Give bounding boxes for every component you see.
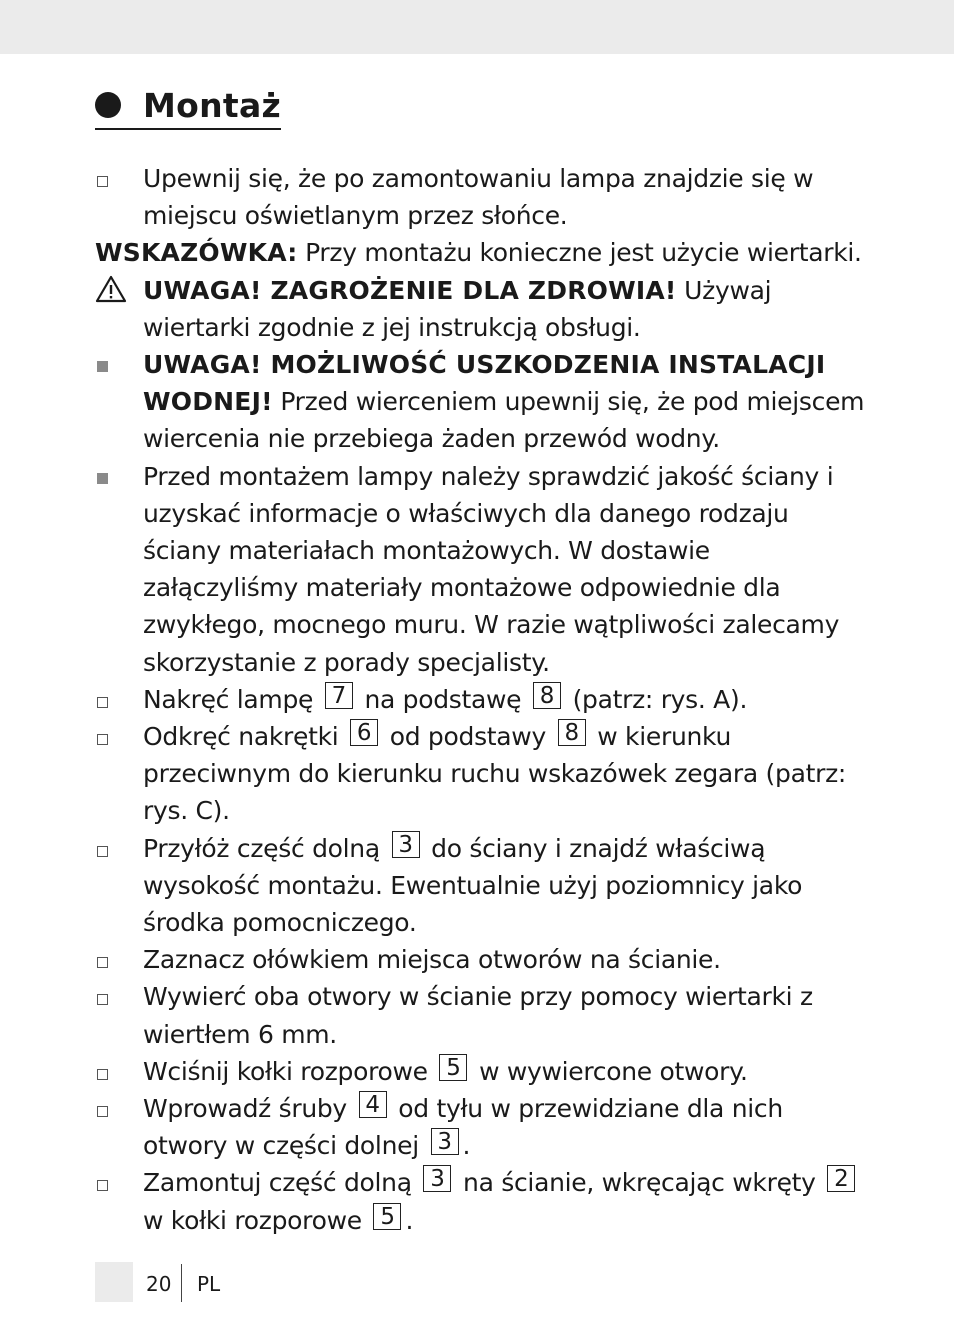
list-item <box>95 941 870 978</box>
part-ref: 5 <box>439 1054 467 1081</box>
list-item <box>95 458 870 681</box>
item-text: Zaznacz ołówkiem miejsca otworów na ścianie. <box>143 945 721 975</box>
list-item <box>95 160 870 234</box>
part-ref: 4 <box>359 1091 387 1118</box>
hint-label: WSKAZÓWKA: <box>95 238 298 268</box>
section-heading <box>95 82 281 130</box>
item-text: od tyłu w przewidziane dla nich otwory w części dolnej <box>143 1094 783 1161</box>
hint-note <box>95 234 870 271</box>
item-text: Wprowadź śruby <box>143 1094 347 1124</box>
item-text: w kołki rozporowe <box>143 1205 362 1235</box>
item-text: . <box>405 1205 414 1235</box>
checkbox-icon <box>95 681 125 718</box>
item-text: . <box>462 1131 471 1161</box>
warning-triangle-icon <box>95 274 125 311</box>
item-text: na podstawę <box>364 684 522 714</box>
item-text: Przed montażem lampy należy sprawdzić jakość ściany i uzyskać informacje o właściwych dla danego rodzaju ściany materiałach montażowych. W dostawie załączyliśmy materiały montażowe odpowiednie dla zwykłego, mocnego muru. W razie wątpliwości zalecamy skorzystanie z porady specjalisty. <box>143 461 840 677</box>
header-band <box>0 0 954 54</box>
part-ref: 3 <box>431 1128 459 1155</box>
checkbox-icon <box>95 1090 125 1127</box>
footer-divider <box>181 1264 182 1302</box>
instructions <box>95 160 870 1239</box>
item-text: Zamontuj część dolną <box>143 1168 412 1198</box>
item-text: Przyłóż część dolną <box>143 833 380 863</box>
checkbox-icon <box>95 1164 125 1201</box>
item-text: od podstawy <box>389 722 546 752</box>
part-ref: 5 <box>373 1203 401 1230</box>
list-item <box>95 718 870 830</box>
item-text: Upewnij się, że po zamontowaniu lampa znajdzie się w miejscu oświetlanym przez słońce. <box>143 164 814 231</box>
part-ref: 3 <box>392 831 420 858</box>
warning-label: UWAGA! ZAGROŻENIE DLA ZDROWIA! <box>143 275 677 305</box>
list-item <box>95 1164 870 1238</box>
square-bullet-icon <box>95 458 125 495</box>
hint-text: Przy montażu konieczne jest użycie wiertarki. <box>297 238 862 268</box>
warning-text: Używaj wiertarki zgodnie z jej instrukcją obsługi. <box>143 275 772 342</box>
list-item <box>95 1053 870 1090</box>
item-text: na ścianie, wkręcając wkręty <box>463 1168 816 1198</box>
part-ref: 6 <box>350 719 378 746</box>
list-item <box>95 978 870 1052</box>
item-text: w wywiercone otwory. <box>479 1056 748 1086</box>
part-ref: 7 <box>325 682 353 709</box>
checkbox-icon <box>95 830 125 867</box>
item-text: Nakręć lampę <box>143 684 314 714</box>
checkbox-icon <box>95 1053 125 1090</box>
checkbox-icon <box>95 941 125 978</box>
list-item <box>95 1090 870 1164</box>
square-bullet-icon <box>95 346 125 383</box>
warning-label: UWAGA! MOŻLIWOŚĆ USZKODZENIA INSTALACJI WODNEJ! <box>143 350 826 417</box>
checkbox-icon <box>95 718 125 755</box>
warning-text: Przed wierceniem upewnij się, że pod miejscem wiercenia nie przebiega żaden przewód wodny. <box>143 387 865 454</box>
item-text: Wywierć oba otwory w ścianie przy pomocy wiertarki z wiertłem 6 mm. <box>143 982 813 1049</box>
part-ref: 8 <box>533 682 561 709</box>
part-ref: 3 <box>423 1165 451 1192</box>
item-text: Odkręć nakrętki <box>143 722 339 752</box>
list-item <box>95 346 870 458</box>
item-text: (patrz: rys. A). <box>572 684 748 714</box>
list-item <box>95 681 870 718</box>
list-item <box>95 272 870 346</box>
heading-bullet-icon <box>95 92 121 118</box>
checkbox-icon <box>95 160 125 197</box>
page-number: 20 <box>146 1272 172 1296</box>
footer-tab <box>95 1262 133 1302</box>
part-ref: 8 <box>558 719 586 746</box>
list-item <box>95 830 870 942</box>
item-text: w kierunku przeciwnym do kierunku ruchu wskazówek zegara (patrz: rys. C). <box>143 722 847 826</box>
checkbox-icon <box>95 978 125 1015</box>
item-text: Wciśnij kołki rozporowe <box>143 1056 428 1086</box>
item-text: do ściany i znajdź właściwą wysokość montażu. Ewentualnie użyj poziomnicy jako środka pomocniczego. <box>143 833 803 938</box>
page-title: Montaż <box>143 85 282 125</box>
part-ref: 2 <box>827 1165 855 1192</box>
language-code: PL <box>197 1272 221 1296</box>
